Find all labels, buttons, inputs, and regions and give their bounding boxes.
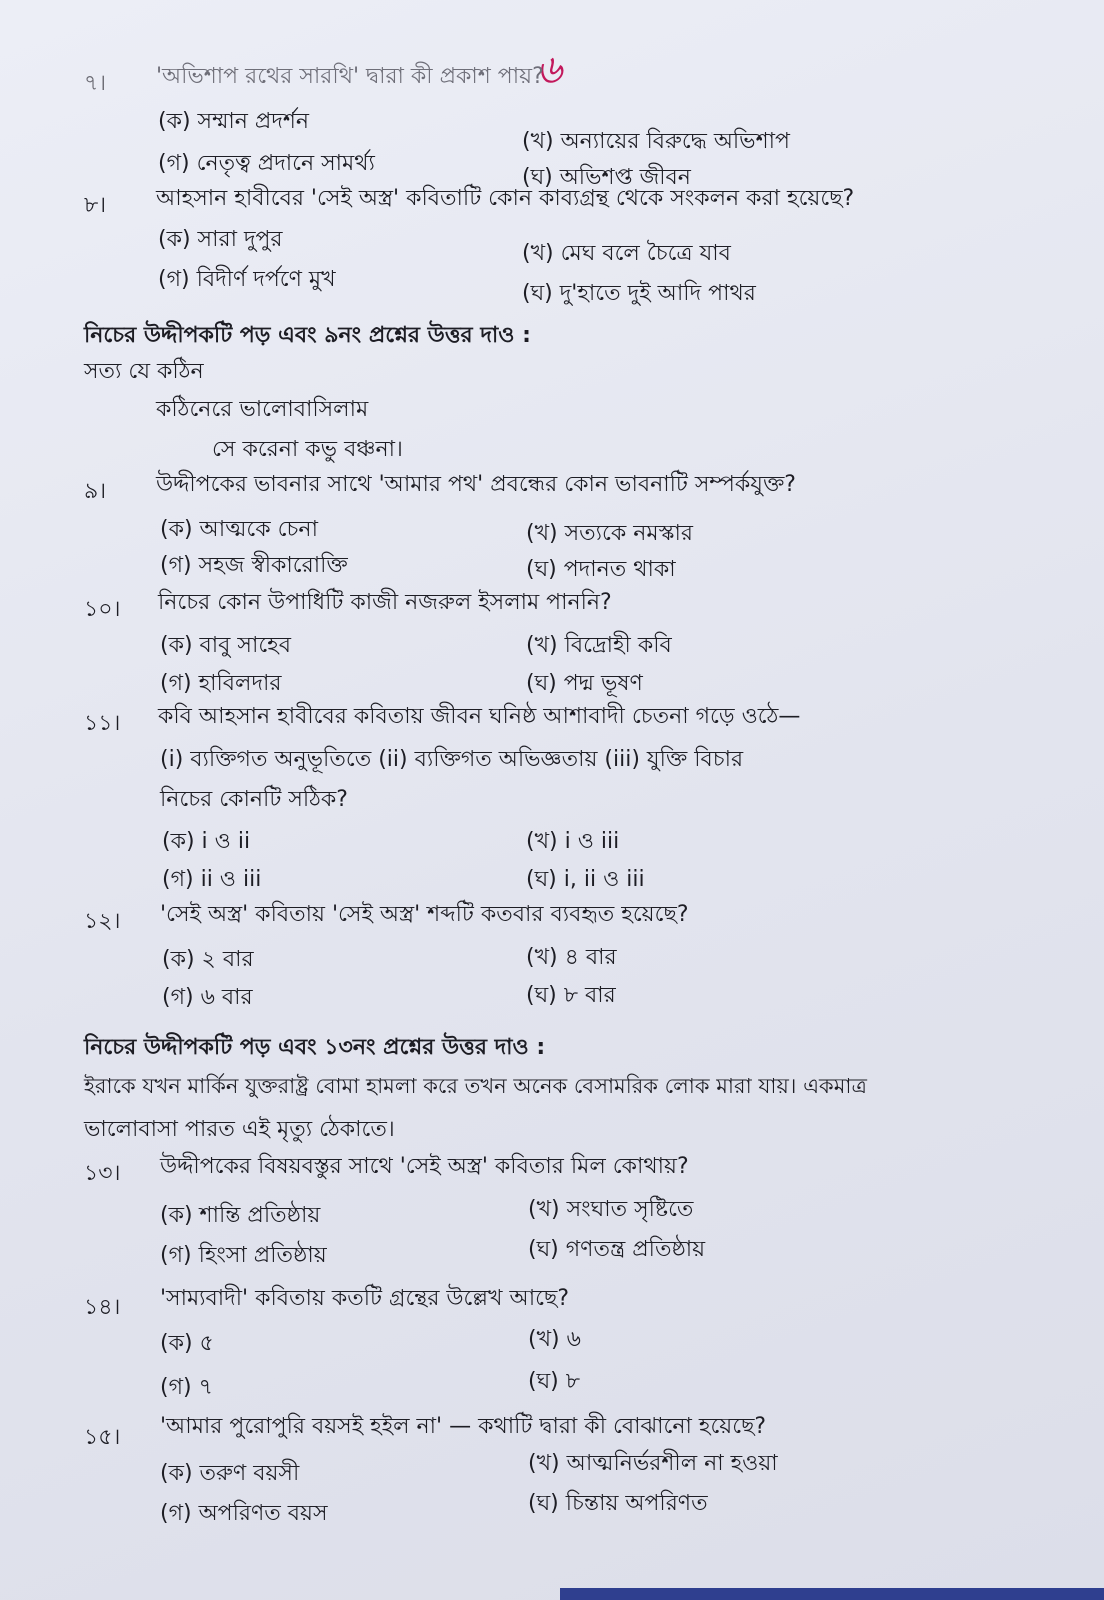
question-9-option-gha: (ঘ) পদানত থাকা [526,557,676,582]
question-11-prompt: নিচের কোনটি সঠিক? [160,787,348,812]
question-15-text: 'আমার পুরোপুরি বয়সই হইল না' — কথাটি দ্বারা কী বোঝানো হয়েছে? [160,1414,767,1439]
question-10-number: ১০। [84,597,121,622]
question-14-text: 'সাম্যবাদী' কবিতায় কতটি গ্রন্থের উল্লেখ আছে? [160,1286,569,1311]
question-15-number: ১৫। [84,1425,121,1450]
question-11-text: কবি আহসান হাবীবের কবিতায় জীবন ঘনিষ্ঠ আশাবাদী চেতনা গড়ে ওঠে— [158,704,801,729]
stimulus-1-line-1: সত্য যে কঠিন [84,359,204,384]
page-number: ৬ [536,47,563,93]
question-10-option-gha: (ঘ) পদ্ম ভূষণ [526,671,643,696]
stimulus-1-heading: নিচের উদ্দীপকটি পড় এবং ৯নং প্রশ্নের উত্তর দাও : [84,323,531,348]
bottom-edge-strip [560,1588,1104,1600]
question-14-option-ga: (গ) ৭ [160,1375,213,1400]
question-12-option-gha: (ঘ) ৮ বার [526,983,616,1008]
question-8-option-kha: (খ) মেঘ বলে চৈত্রে যাব [522,241,731,266]
question-13-number: ১৩। [84,1161,121,1186]
question-11-option-kha: (খ) i ও iii [526,829,620,854]
question-8-option-ka: (ক) সারা দুপুর [158,227,283,252]
question-14-option-kha: (খ) ৬ [528,1327,581,1352]
question-9-option-kha: (খ) সত্যকে নমস্কার [526,521,693,546]
stimulus-1-line-3: সে করেনা কভু বঞ্চনা। [212,437,403,462]
question-7-option-kha: (খ) অন্যায়ের বিরুদ্ধে অভিশাপ [522,129,790,154]
question-7-option-gha: (ঘ) অভিশপ্ত জীবন [522,165,691,190]
question-15-option-kha: (খ) আত্মনির্ভরশীল না হওয়া [528,1451,778,1476]
question-9-number: ৯। [84,479,107,504]
question-11-option-ka: (ক) i ও ii [162,829,251,854]
question-12-option-ka: (ক) ২ বার [162,947,254,972]
question-8-number: ৮। [84,193,107,218]
question-7-text: 'অভিশাপ রথের সারথি' দ্বারা কী প্রকাশ পায়? [156,64,544,89]
question-13-option-kha: (খ) সংঘাত সৃষ্টিতে [528,1197,694,1222]
question-13-option-ga: (গ) হিংসা প্রতিষ্ঠায় [160,1243,327,1268]
stimulus-1-line-2: কঠিনেরে ভালোবাসিলাম [156,397,369,422]
question-11-statements: (i) ব্যক্তিগত অনুভূতিতে (ii) ব্যক্তিগত অভিজ্ঞতায় (iii) যুক্তি বিচার [160,747,744,772]
question-12-option-kha: (খ) ৪ বার [526,945,617,970]
question-10-option-ga: (গ) হাবিলদার [160,671,282,696]
question-9-option-ka: (ক) আত্মকে চেনা [160,517,318,542]
question-11-option-ga: (গ) ii ও iii [162,867,262,892]
question-13-option-gha: (ঘ) গণতন্ত্র প্রতিষ্ঠায় [528,1237,706,1262]
question-15-option-ka: (ক) তরুণ বয়সী [160,1461,300,1486]
stimulus-2-line-1: ইরাকে যখন মার্কিন যুক্তরাষ্ট্র বোমা হামলা করে তখন অনেক বেসামরিক লোক মারা যায়। একমাত্র [84,1074,867,1098]
question-13-text: উদ্দীপকের বিষয়বস্তুর সাথে 'সেই অস্ত্র' কবিতার মিল কোথায়? [160,1154,689,1179]
question-8-option-gha: (ঘ) দু'হাতে দুই আদি পাথর [522,281,756,306]
question-14-option-gha: (ঘ) ৮ [528,1369,581,1394]
question-15-option-gha: (ঘ) চিন্তায় অপরিণত [528,1491,708,1516]
question-7-number: ৭। [84,71,107,96]
question-7-option-ka: (ক) সম্মান প্রদর্শন [158,109,310,134]
question-8-option-ga: (গ) বিদীর্ণ দর্পণে মুখ [158,267,336,292]
stimulus-2-line-2: ভালোবাসা পারত এই মৃত্যু ঠেকাতে। [84,1117,395,1142]
question-11-option-gha: (ঘ) i, ii ও iii [526,867,645,892]
question-9-text: উদ্দীপকের ভাবনার সাথে 'আমার পথ' প্রবন্ধের কোন ভাবনাটি সম্পর্কযুক্ত? [156,472,796,497]
question-10-option-kha: (খ) বিদ্রোহী কবি [526,633,672,658]
question-8-text: আহসান হাবীবের 'সেই অস্ত্র' কবিতাটি কোন কাব্যগ্রন্থ থেকে সংকলন করা হয়েছে? [156,186,855,211]
question-15-option-ga: (গ) অপরিণত বয়স [160,1501,328,1526]
question-12-option-ga: (গ) ৬ বার [162,985,253,1010]
question-12-text: 'সেই অস্ত্র' কবিতায় 'সেই অস্ত্র' শব্দটি কতবার ব্যবহৃত হয়েছে? [160,902,689,927]
question-7-option-ga: (গ) নেতৃত্ব প্রদানে সামর্থ্য [158,151,375,176]
question-10-text: নিচের কোন উপাধিটি কাজী নজরুল ইসলাম পাননি? [158,590,612,615]
question-14-option-ka: (ক) ৫ [160,1331,214,1356]
stimulus-2-heading: নিচের উদ্দীপকটি পড় এবং ১৩নং প্রশ্নের উত্তর দাও : [84,1035,546,1060]
question-14-number: ১৪। [84,1295,121,1320]
question-10-option-ka: (ক) বাবু সাহেব [160,633,291,658]
question-13-option-ka: (ক) শান্তি প্রতিষ্ঠায় [160,1203,321,1228]
question-12-number: ১২। [84,909,121,934]
question-11-number: ১১। [84,711,121,736]
question-9-option-ga: (গ) সহজ স্বীকারোক্তি [160,553,348,578]
